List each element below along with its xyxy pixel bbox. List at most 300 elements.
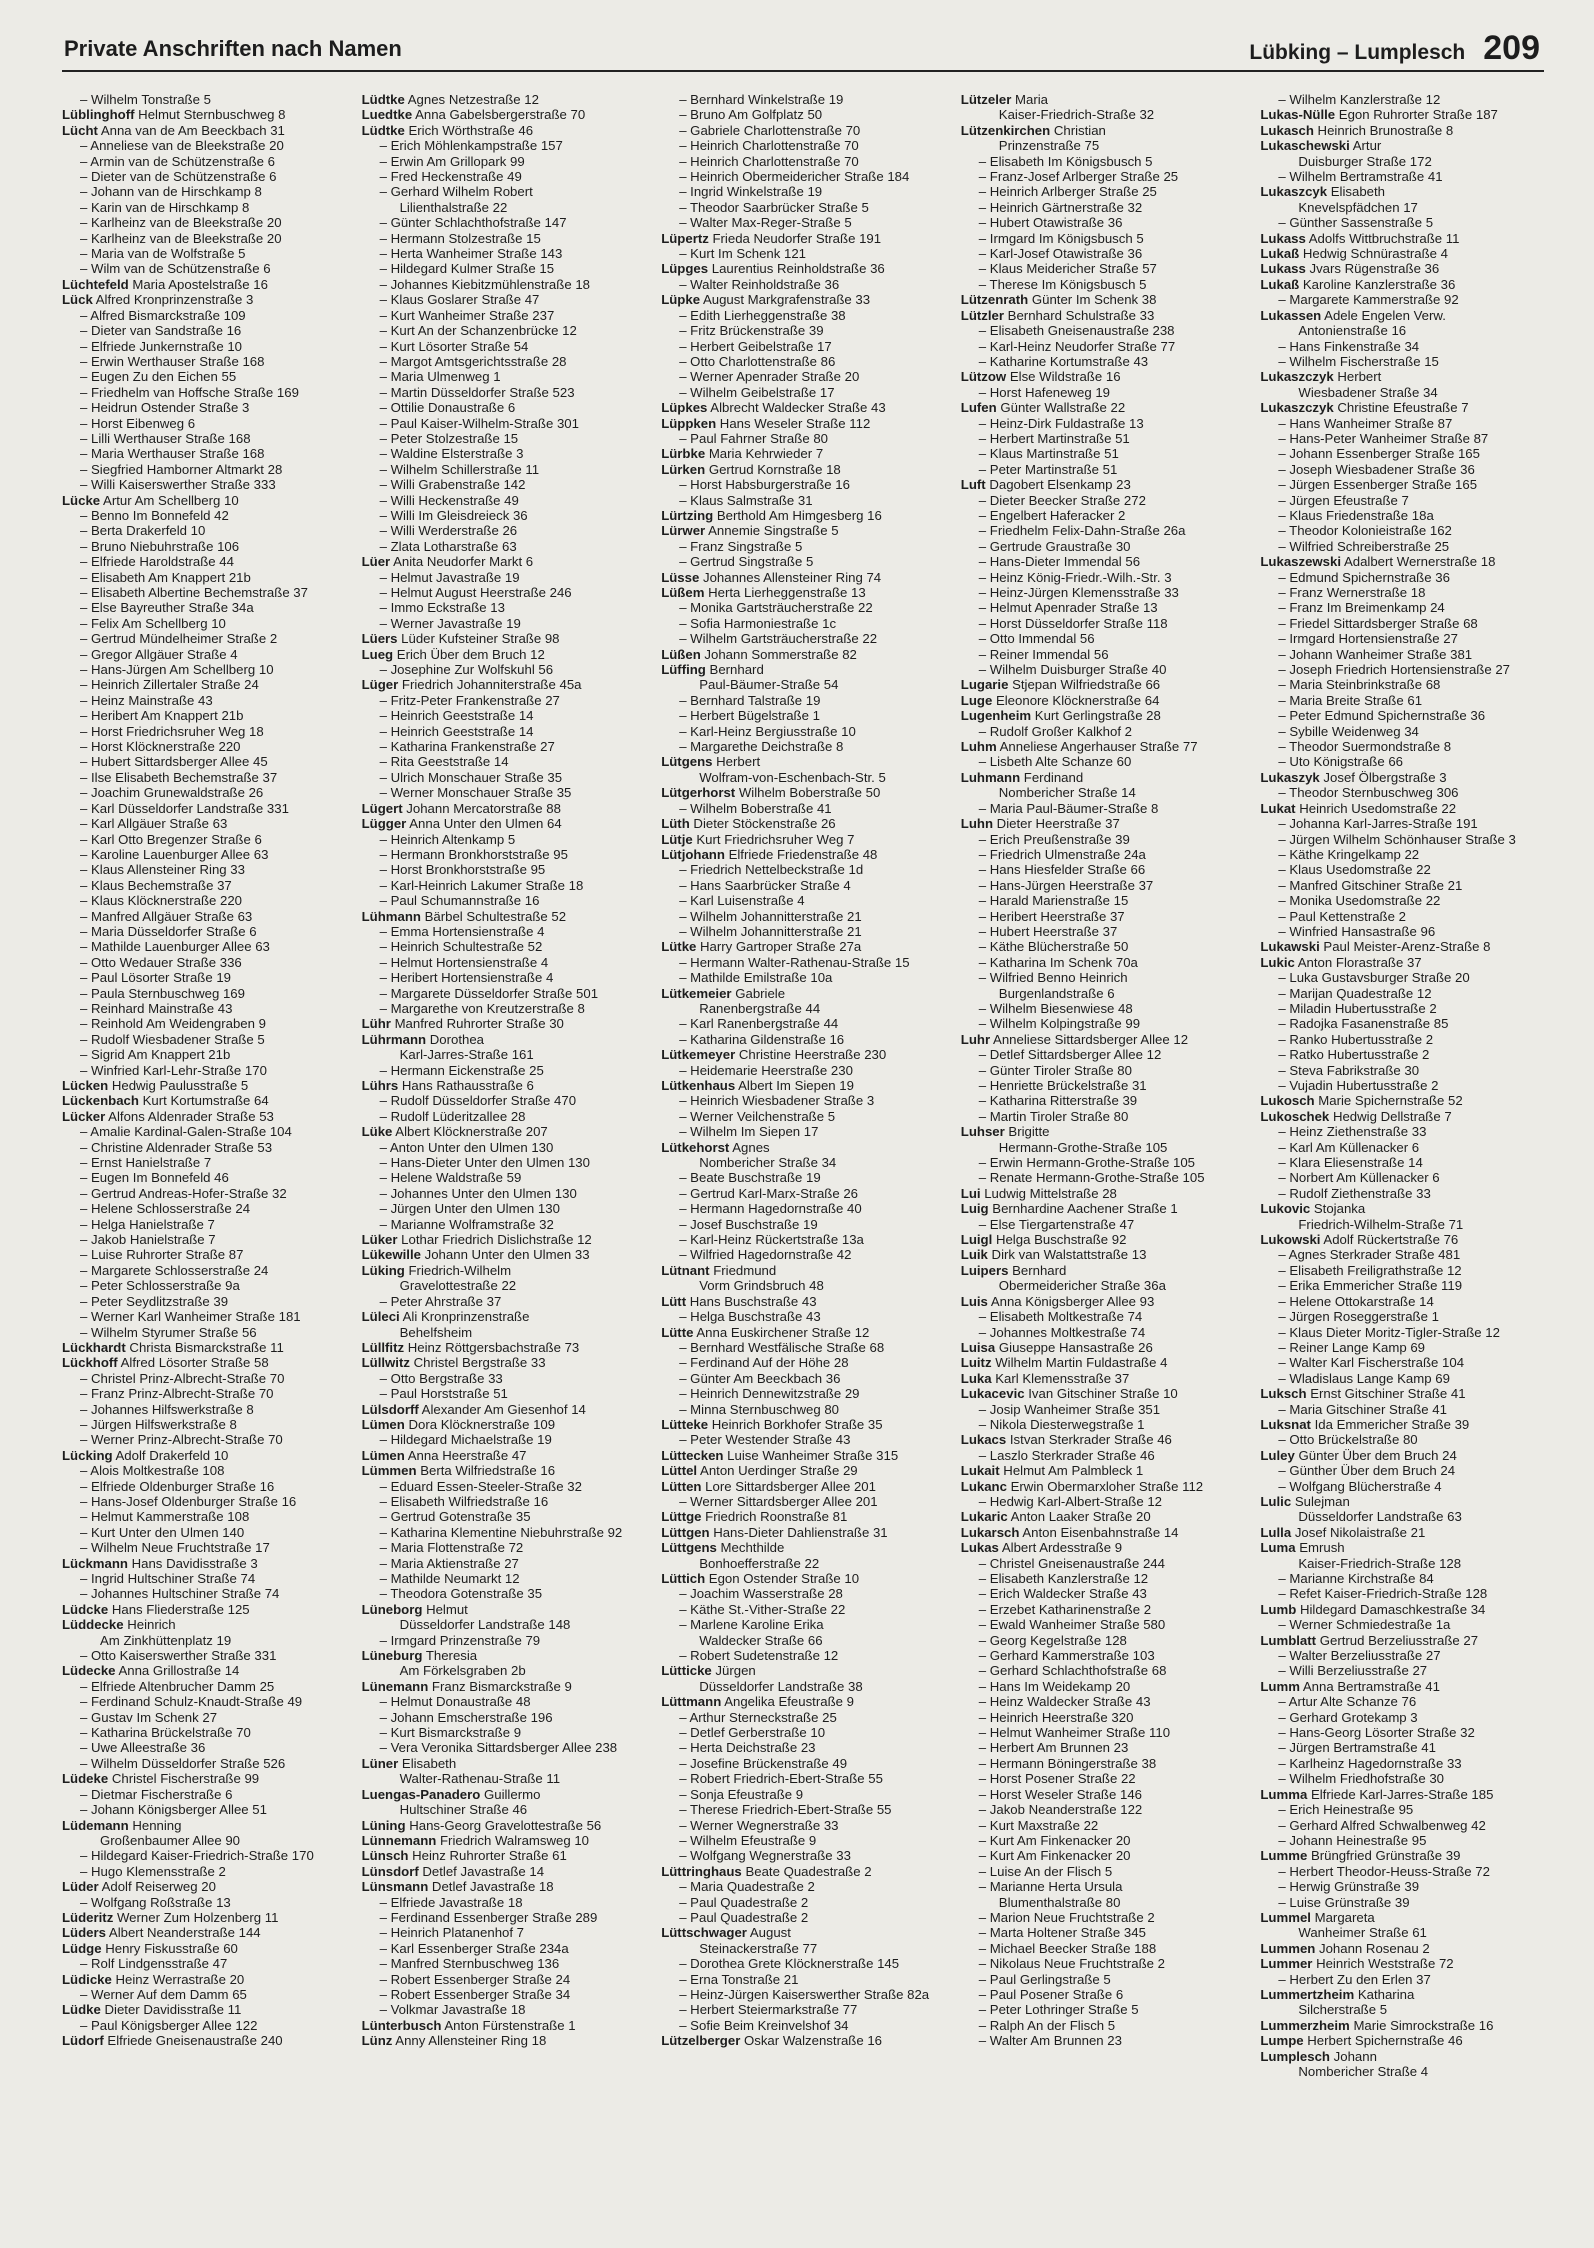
- directory-entry: [362, 1802, 648, 1817]
- directory-entry: [661, 523, 947, 538]
- directory-entry: [62, 570, 348, 585]
- entry-detail: – Karl-Heinrich Lakumer Straße 18: [379, 877, 584, 893]
- directory-entry: [62, 878, 348, 893]
- directory-entry: [661, 369, 947, 384]
- directory-entry: [661, 647, 947, 662]
- entry-detail: – Heinz-Jürgen Kaiserswerther Straße 82a: [679, 1986, 930, 2002]
- entry-detail: – Theodor Saarbrücker Straße 5: [679, 199, 869, 215]
- entry-detail: – Rolf Lindgensstraße 47: [80, 1956, 228, 1972]
- directory-entry: [62, 462, 348, 477]
- directory-entry: [961, 1725, 1247, 1740]
- directory-entry: [661, 600, 947, 615]
- surname: Lütke: [661, 939, 697, 955]
- directory-entry: [661, 2002, 947, 2017]
- directory-entry: [1260, 323, 1546, 338]
- entry-detail: – Jakob Hanielstraße 7: [80, 1232, 216, 1248]
- entry-detail: Ludwig Mittelstraße 28: [980, 1185, 1117, 1201]
- directory-entry: [961, 539, 1247, 554]
- entry-detail: – Karin van de Hirschkamp 8: [80, 199, 250, 215]
- directory-entry: [1260, 308, 1546, 323]
- entry-detail: – Vujadin Hubertusstraße 2: [1278, 1078, 1439, 1093]
- entry-detail: – Klaus Goslarer Straße 47: [379, 292, 540, 308]
- entry-detail: Johannes Allensteiner Ring 74: [699, 569, 882, 585]
- entry-detail: – Hans Saarbrücker Straße 4: [679, 877, 851, 893]
- surname: Lukaszewski: [1260, 554, 1342, 570]
- directory-entry: [661, 677, 947, 692]
- directory-entry: [661, 339, 947, 354]
- entry-detail: – Herta Deichstraße 23: [679, 1740, 816, 1756]
- directory-entry: [362, 1710, 648, 1725]
- directory-entry: [362, 1309, 648, 1324]
- entry-detail: Egon Ostender Straße 10: [705, 1571, 860, 1586]
- directory-entry: [62, 1941, 348, 1956]
- entry-detail: Agnes: [729, 1139, 770, 1155]
- entry-detail: – Helene Schlosserstraße 24: [80, 1201, 251, 1217]
- entry-detail: – Maria Paul-Bäumer-Straße 8: [978, 800, 1159, 816]
- directory-entry: [961, 1556, 1247, 1571]
- entry-detail: Sulejman: [1291, 1493, 1350, 1509]
- entry-detail: Margareta: [1310, 1909, 1375, 1925]
- entry-detail: – Heinrich Charlottenstraße 70: [679, 138, 859, 154]
- entry-detail: – Winfried Karl-Lehr-Straße 170: [80, 1062, 267, 1078]
- entry-detail: – Willi Berzeliusstraße 27: [1278, 1663, 1428, 1679]
- entry-detail: – Friedrich Ulmenstraße 24a: [978, 846, 1146, 862]
- directory-entry: [961, 1818, 1247, 1833]
- entry-detail: Hans Fliederstraße 125: [108, 1601, 250, 1617]
- directory-entry: [62, 1340, 348, 1355]
- directory-entry: [362, 924, 648, 939]
- entry-detail: Düsseldorfer Landstraße 148: [399, 1617, 571, 1633]
- entry-detail: – Klaus Friedenstraße 18a: [1278, 507, 1434, 523]
- surname: Lumb: [1260, 1601, 1297, 1617]
- directory-entry: [62, 477, 348, 492]
- entry-detail: Friedrich-Wilhelm: [404, 1262, 512, 1278]
- surname: Luhser: [960, 1124, 1005, 1140]
- directory-entry: [1260, 1633, 1546, 1648]
- directory-entry: [62, 1694, 348, 1709]
- surname: Lützow: [960, 369, 1007, 385]
- directory-entry: [961, 1232, 1247, 1247]
- directory-entry: [961, 1787, 1247, 1802]
- entry-detail: – Robert Essenberger Straße 24: [379, 1971, 571, 1987]
- entry-detail: – Marta Holtener Straße 345: [978, 1925, 1146, 1941]
- directory-entry: [362, 677, 648, 692]
- directory-entry: [661, 785, 947, 800]
- surname: Lüppken: [661, 415, 717, 431]
- directory-entry: [961, 215, 1247, 230]
- directory-entry: [362, 1972, 648, 1987]
- directory-entry: [1260, 1756, 1546, 1771]
- surname: Lumblatt: [1260, 1632, 1317, 1648]
- directory-entry: [661, 1756, 947, 1771]
- surname: Lüttschwager: [661, 1925, 747, 1941]
- directory-entry: [1260, 1170, 1546, 1185]
- directory-entry: [961, 2018, 1247, 2033]
- entry-detail: – Norbert Am Küllenacker 6: [1278, 1170, 1440, 1186]
- entry-detail: – Karl Allgäuer Straße 63: [80, 816, 228, 832]
- directory-entry: [961, 1263, 1247, 1278]
- directory-entry: [362, 1263, 648, 1278]
- entry-detail: Albert Im Siepen 19: [735, 1078, 854, 1093]
- entry-detail: Dirk van Walstattstraße 13: [987, 1247, 1147, 1263]
- surname: Lüttringhaus: [661, 1863, 742, 1879]
- entry-detail: – Lisbeth Alte Schanze 60: [978, 754, 1132, 770]
- directory-entry: [661, 493, 947, 508]
- directory-entry: [661, 1032, 947, 1047]
- directory-entry: [362, 631, 648, 646]
- directory-entry: [1260, 1787, 1546, 1802]
- entry-detail: – Bruno Niebuhrstraße 106: [80, 538, 240, 554]
- directory-entry: [1260, 1355, 1546, 1370]
- directory-entry: [62, 924, 348, 939]
- surname: Lüttgen: [661, 1524, 710, 1540]
- entry-detail: – Willi Kaiserswerther Straße 333: [80, 477, 276, 493]
- entry-detail: – Ulrich Monschauer Straße 35: [379, 769, 563, 785]
- directory-entry: [362, 2018, 648, 2033]
- entry-detail: – Christel Gneisenaustraße 244: [978, 1555, 1165, 1571]
- entry-detail: – Walter Max-Reger-Straße 5: [679, 215, 852, 231]
- directory-entry: [961, 1740, 1247, 1755]
- directory-entry: [62, 986, 348, 1001]
- directory-entry: [1260, 1879, 1546, 1894]
- entry-detail: – Erwin Am Grillopark 99: [379, 153, 525, 169]
- surname: Lumme: [1260, 1848, 1308, 1864]
- directory-entry: [362, 893, 648, 908]
- entry-detail: Kaiser-Friedrich-Straße 128: [1298, 1555, 1462, 1571]
- directory-entry: [62, 616, 348, 631]
- directory-entry: [362, 308, 648, 323]
- directory-entry: [661, 754, 947, 769]
- directory-entry: [362, 585, 648, 600]
- directory-entry: [961, 1294, 1247, 1309]
- entry-detail: – Herwig Grünstraße 39: [1278, 1879, 1420, 1895]
- entry-detail: – Wilhelm Johannitterstraße 21: [679, 908, 862, 924]
- directory-entry: [661, 1386, 947, 1401]
- directory-entry: [1260, 1217, 1546, 1232]
- directory-entry: [62, 1201, 348, 1216]
- entry-detail: Nombericher Straße 4: [1298, 2064, 1429, 2079]
- directory-entry: [362, 107, 648, 122]
- directory-entry: [362, 1016, 648, 1031]
- directory-entry: [661, 446, 947, 461]
- entry-detail: – Erich Waldecker Straße 43: [978, 1586, 1147, 1602]
- directory-entry: [1260, 1956, 1546, 1971]
- surname: Lüdtke: [361, 92, 405, 107]
- entry-detail: – Heinz Waldecker Straße 43: [978, 1694, 1151, 1710]
- entry-detail: – Günther Sassenstraße 5: [1278, 215, 1434, 231]
- directory-entry: [1260, 1509, 1546, 1524]
- entry-detail: – Josefine Brückenstraße 49: [679, 1755, 848, 1771]
- directory-entry: [1260, 477, 1546, 492]
- entry-detail: – Heidemarie Heerstraße 230: [679, 1062, 853, 1078]
- entry-detail: Johann Mercatorstraße 88: [402, 800, 561, 816]
- entry-detail: Anton Fürstenstraße 1: [441, 2017, 576, 2033]
- directory-entry: [961, 154, 1247, 169]
- entry-detail: – Josip Wanheimer Straße 351: [978, 1401, 1161, 1417]
- entry-detail: – Maria Flottenstraße 72: [379, 1540, 524, 1556]
- directory-entry: [362, 1756, 648, 1771]
- directory-entry: [62, 724, 348, 739]
- entry-detail: – Elisabeth Wilfriedstraße 16: [379, 1493, 549, 1509]
- directory-entry: [62, 1540, 348, 1555]
- surname: Lünz: [361, 2033, 393, 2049]
- directory-entry: [661, 816, 947, 831]
- entry-detail: – Hermann Bronkhorststraße 95: [379, 846, 568, 862]
- entry-detail: – Horst Friedrichsruher Weg 18: [80, 723, 264, 739]
- entry-detail: – Heidrun Ostender Straße 3: [80, 400, 250, 416]
- entry-detail: – Karl-Heinz Neudorfer Straße 77: [978, 338, 1176, 354]
- directory-entry: [961, 1895, 1247, 1910]
- entry-detail: – Josef Buschstraße 19: [679, 1216, 818, 1232]
- directory-entry: [62, 1710, 348, 1725]
- entry-detail: – Luise Ruhrorter Straße 87: [80, 1247, 244, 1263]
- directory-entry: [1260, 754, 1546, 769]
- directory-entry: [961, 1756, 1247, 1771]
- directory-entry: [362, 1509, 648, 1524]
- directory-entry: [1260, 431, 1546, 446]
- entry-detail: Albert Neanderstraße 144: [105, 1925, 261, 1941]
- directory-entry: [661, 1078, 947, 1093]
- surname: Lummertzheim: [1260, 1986, 1355, 2002]
- directory-entry: [661, 400, 947, 415]
- entry-detail: – Otto Immendal 56: [978, 631, 1095, 647]
- directory-entry: [961, 1371, 1247, 1386]
- entry-detail: – Maria Aktienstraße 27: [379, 1555, 519, 1571]
- directory-entry: [961, 1694, 1247, 1709]
- directory-entry: [362, 385, 648, 400]
- entry-detail: – Zlata Lotharstraße 63: [379, 538, 517, 554]
- directory-entry: [961, 477, 1247, 492]
- directory-entry: [62, 970, 348, 985]
- surname: Lukaszczyk: [1260, 400, 1334, 416]
- directory-entry: [1260, 1247, 1546, 1262]
- entry-detail: – Johannes Hultschiner Straße 74: [80, 1586, 280, 1602]
- directory-entry: [961, 616, 1247, 631]
- directory-entry: [62, 215, 348, 230]
- surname: Lüttich: [661, 1571, 706, 1586]
- entry-detail: – Karl Ranenbergstraße 44: [679, 1016, 839, 1032]
- surname: Lukacevic: [960, 1386, 1025, 1402]
- directory-entry: [362, 878, 648, 893]
- directory-entry: [961, 1833, 1247, 1848]
- entry-detail: – Katharina Klementine Niebuhrstraße 92: [379, 1524, 623, 1540]
- surname: Lütte: [661, 1324, 694, 1340]
- entry-detail: – Johann Heinestraße 95: [1278, 1832, 1427, 1848]
- section-title: Private Anschriften nach Namen: [64, 36, 402, 61]
- directory-entry: [1260, 246, 1546, 261]
- directory-entry: [961, 1155, 1247, 1170]
- directory-entry: [961, 1602, 1247, 1617]
- entry-detail: Kurt Friedrichsruher Weg 7: [692, 831, 855, 847]
- entry-detail: – Lilli Werthauser Straße 168: [80, 430, 251, 446]
- directory-entry: [62, 308, 348, 323]
- directory-entry: [961, 585, 1247, 600]
- directory-entry: [961, 1047, 1247, 1062]
- entry-detail: – Miladin Hubertusstraße 2: [1278, 1000, 1437, 1016]
- directory-entry: [62, 1571, 348, 1586]
- surname: Lukass: [1260, 261, 1306, 277]
- surname: Lührmann: [361, 1031, 427, 1047]
- directory-entry: [1260, 1833, 1546, 1848]
- entry-detail: – Joseph Friedrich Hortensienstraße 27: [1278, 662, 1510, 678]
- entry-detail: – Maria Ulmenweg 1: [379, 369, 501, 385]
- entry-detail: – Peter Martinstraße 51: [978, 461, 1118, 477]
- directory-entry: [961, 277, 1247, 292]
- directory-entry: [1260, 1032, 1546, 1047]
- entry-detail: – Wilm van de Schützenstraße 6: [80, 261, 271, 277]
- directory-entry: [362, 785, 648, 800]
- directory-entry: [961, 986, 1247, 1001]
- directory-entry: [1260, 1740, 1546, 1755]
- entry-detail: – Joseph Wiesbadener Straße 36: [1278, 461, 1475, 477]
- entry-detail: Heinrich Weststraße 72: [1312, 1956, 1454, 1972]
- directory-entry: [661, 1617, 947, 1632]
- entry-detail: Lore Sittardsberger Allee 201: [701, 1478, 876, 1494]
- entry-detail: – Kurt An der Schanzenbrücke 12: [379, 323, 577, 339]
- directory-entry: [661, 1417, 947, 1432]
- entry-detail: – Peter Lothringer Straße 5: [978, 2002, 1139, 2018]
- entry-detail: – Elisabeth Albertine Bechemstraße 37: [80, 585, 308, 600]
- entry-detail: – Jürgen Hilfswerkstraße 8: [80, 1416, 237, 1432]
- directory-entry: [362, 2033, 648, 2048]
- entry-detail: Berta Wilfriedstraße 16: [416, 1463, 556, 1479]
- entry-detail: Adolf Drakerfeld 10: [112, 1447, 229, 1463]
- entry-detail: – Maria van de Wolfstraße 5: [80, 246, 246, 262]
- entry-detail: – Erich Preußenstraße 39: [978, 831, 1130, 847]
- entry-detail: – Werner Javastraße 19: [379, 615, 521, 631]
- entry-detail: – Hermann Walter-Rathenau-Straße 15: [679, 954, 910, 970]
- entry-detail: – Rudolf Wiesbadener Straße 5: [80, 1031, 265, 1047]
- directory-entry: [661, 1063, 947, 1078]
- entry-detail: – Ewald Wanheimer Straße 580: [978, 1617, 1166, 1633]
- directory-entry: [661, 1571, 947, 1586]
- surname: Lüpkes: [661, 400, 708, 416]
- entry-detail: – Theodor Kolonieistraße 162: [1278, 523, 1452, 539]
- directory-entry: [62, 1925, 348, 1940]
- directory-entry: [661, 693, 947, 708]
- directory-entry: [661, 169, 947, 184]
- entry-detail: – Wilhelm Biesenwiese 48: [978, 1000, 1133, 1016]
- directory-entry: [961, 1140, 1247, 1155]
- directory-entry: [62, 1093, 348, 1108]
- surname: Lüdicke: [62, 1971, 112, 1987]
- directory-entry: [62, 739, 348, 754]
- entry-detail: Hans Rathausstraße 6: [398, 1078, 534, 1093]
- surname: Lüker: [361, 1232, 398, 1248]
- entry-detail: – Ferdinand Auf der Höhe 28: [679, 1355, 849, 1371]
- entry-detail: – Heinrich Gärtnerstraße 32: [978, 199, 1143, 215]
- entry-detail: Vorm Grindsbruch 48: [699, 1278, 824, 1294]
- entry-detail: Stojanka: [1310, 1201, 1366, 1217]
- directory-entry: [362, 1278, 648, 1293]
- directory-entry: [62, 1648, 348, 1663]
- surname: Lukanc: [960, 1478, 1007, 1494]
- directory-entry: [961, 801, 1247, 816]
- directory-entry: [661, 554, 947, 569]
- entry-detail: – Klaus Bechemstraße 37: [80, 877, 232, 893]
- surname: Lückhoff: [62, 1355, 118, 1371]
- directory-entry: [1260, 1494, 1546, 1509]
- directory-entry: [62, 107, 348, 122]
- directory-entry: [362, 847, 648, 862]
- directory-entry: [362, 1124, 648, 1139]
- entry-detail: – Sigrid Am Knappert 21b: [80, 1047, 231, 1063]
- entry-detail: – Katharina Im Schenk 70a: [978, 954, 1138, 970]
- entry-detail: – Monika Usedomstraße 22: [1278, 893, 1441, 909]
- entry-detail: – Peter Edmund Spichernstraße 36: [1278, 708, 1486, 724]
- directory-entry: [62, 431, 348, 446]
- entry-detail: – Wilhelm Geibelstraße 17: [679, 384, 835, 400]
- entry-detail: – Anton Unter den Ulmen 130: [379, 1139, 554, 1155]
- directory-entry: [362, 1109, 648, 1124]
- entry-detail: – Hildegard Kulmer Straße 15: [379, 261, 555, 277]
- directory-entry: [362, 939, 648, 954]
- entry-detail: – Hubert Heerstraße 37: [978, 923, 1118, 939]
- entry-detail: Adolf Rückertstraße 76: [1320, 1232, 1459, 1248]
- surname: Lukovic: [1260, 1201, 1311, 1217]
- surname: Lücht: [62, 122, 98, 138]
- directory-entry: [1260, 955, 1546, 970]
- directory-entry: [961, 708, 1247, 723]
- entry-detail: – Margarete Kammerstraße 92: [1278, 292, 1459, 308]
- entry-detail: Hultschiner Straße 46: [399, 1802, 528, 1818]
- entry-detail: Elfriede Gneisenaustraße 240: [103, 2033, 283, 2049]
- directory-entry: [62, 770, 348, 785]
- entry-detail: Alfred Lösorter Straße 58: [117, 1355, 269, 1371]
- surname: Lützler: [960, 307, 1005, 323]
- directory-entry: [961, 1633, 1247, 1648]
- entry-detail: Nombericher Straße 14: [998, 785, 1136, 801]
- entry-detail: – Gertrud Andreas-Hofer-Straße 32: [80, 1185, 287, 1201]
- directory-entry: [362, 292, 648, 307]
- directory-entry: [62, 1386, 348, 1401]
- directory-entry: [961, 323, 1247, 338]
- entry-detail: Dorothea: [426, 1031, 484, 1047]
- entry-detail: – Sofie Beim Kreinvelshof 34: [679, 2017, 849, 2033]
- directory-entry: [661, 1740, 947, 1755]
- directory-entry: [362, 169, 648, 184]
- directory-entry: [961, 200, 1247, 215]
- entry-detail: – Günther Über dem Bruch 24: [1278, 1463, 1456, 1479]
- surname: Lüttge: [661, 1509, 702, 1525]
- entry-detail: – Franz Prinz-Albrecht-Straße 70: [80, 1386, 274, 1402]
- directory-entry: [961, 261, 1247, 276]
- entry-detail: – Marlene Karoline Erika: [679, 1617, 824, 1633]
- entry-detail: – Wilhelm Kolpingstraße 99: [978, 1016, 1141, 1032]
- entry-detail: – Heinrich Dennewitzstraße 29: [679, 1386, 860, 1402]
- directory-entry: [1260, 1001, 1546, 1016]
- entry-detail: – Therese Im Königsbusch 5: [978, 276, 1147, 292]
- surname: Lüdtke: [361, 122, 405, 138]
- directory-entry: [961, 1910, 1247, 1925]
- directory-entry: [1260, 1093, 1546, 1108]
- entry-detail: – Jürgen Efeustraße 7: [1278, 492, 1409, 508]
- entry-detail: Duisburger Straße 172: [1298, 153, 1432, 169]
- directory-entry: [961, 385, 1247, 400]
- directory-entry: [961, 1972, 1247, 1987]
- directory-entry: [1260, 1710, 1546, 1725]
- entry-detail: Emrush: [1295, 1540, 1345, 1556]
- entry-detail: – Ottilie Donaustraße 6: [379, 400, 516, 416]
- entry-detail: – Reiner Immendal 56: [978, 646, 1109, 662]
- entry-detail: – Werner Prinz-Albrecht-Straße 70: [80, 1432, 283, 1448]
- entry-detail: – Elfriede Haroldstraße 44: [80, 554, 234, 570]
- directory-entry: [1260, 539, 1546, 554]
- directory-entry: [362, 477, 648, 492]
- directory-entry: [1260, 1525, 1546, 1540]
- entry-detail: – Ingrid Winkelstraße 19: [679, 184, 823, 200]
- entry-detail: – Maria Gitschiner Straße 41: [1278, 1401, 1447, 1417]
